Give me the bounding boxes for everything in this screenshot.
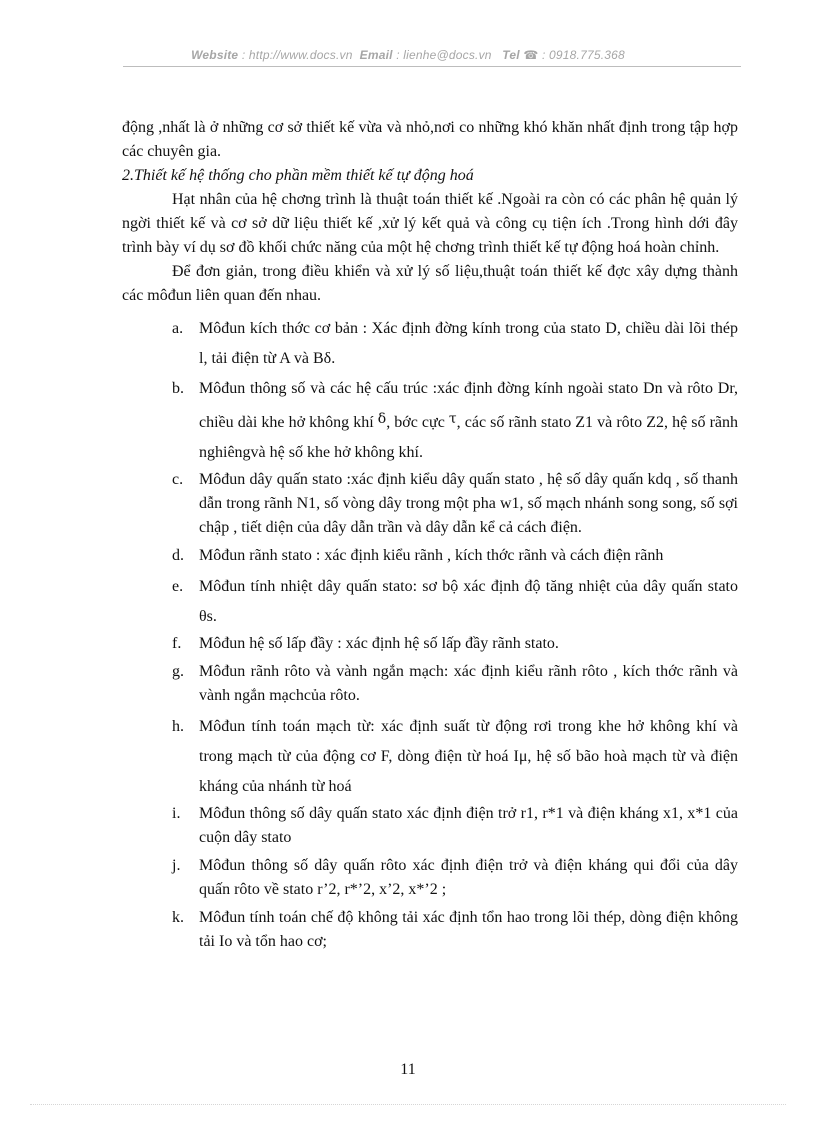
- list-item: [122, 314, 738, 374]
- list-marker: b.: [172, 380, 184, 397]
- list-item-text: , bớc cực: [386, 414, 449, 431]
- list-marker: k.: [172, 909, 184, 926]
- list-marker: j.: [172, 857, 181, 874]
- tau-symbol: τ: [448, 411, 457, 427]
- list-marker: g.: [172, 663, 184, 680]
- list-marker: c.: [172, 471, 184, 488]
- list-item: [122, 802, 738, 850]
- list-item-text: Môđun hệ số lấp đầy : xác định hệ số lấp đầy rãnh stato.: [199, 635, 559, 652]
- list-item: [122, 660, 738, 708]
- section-heading: 2.Thiết kế hệ thống cho phần mềm thiết kế tự động hoá: [122, 167, 474, 184]
- list-item-text: Môđun thông số dây quấn stato xác định điện trở r1, r*1 và điện kháng x1, x*1 của cuộn dây stato: [199, 805, 738, 846]
- module-list: [122, 314, 738, 954]
- page-header: [0, 48, 816, 62]
- list-marker: f.: [172, 635, 182, 652]
- intro-paragraph: động ,nhất là ở những cơ sở thiết kế vừa và nhỏ,nơi co những khó khăn nhất định trong tập hợp các chuyên gia.: [122, 119, 738, 160]
- list-item-text: Môđun thông số và các hệ cấu trúc :xác định đờng kính ngoài stato Dn và rôto Dr, chiều dài khe hở không khí: [199, 380, 738, 431]
- footer-divider: [30, 1104, 786, 1105]
- list-item: [122, 468, 738, 540]
- list-item: [122, 854, 738, 902]
- paragraph-1: Hạt nhân của hệ chơng trình là thuật toán thiết kế .Ngoài ra còn có các phân hệ quản lý ngời thiết kế và cơ sở dữ liệu thiết kế ,xử lý kết quả và công cụ tiện ích .Trong hình dới đây trình bày ví dụ sơ đồ khối chức năng của một hệ chơng trình thiết kế tự động hoá hoàn chỉnh.: [122, 191, 738, 256]
- tel-label: Tel: [502, 48, 520, 62]
- delta-symbol: δ: [377, 411, 387, 427]
- email-value: : lienhe@docs.vn: [396, 48, 492, 62]
- list-item-text: Môđun tính toán mạch từ: xác định suất từ động rơi trong khe hở không khí và trong mạch từ của động cơ F, dòng điện từ hoá Iμ, hệ số bão hoà mạch từ và điện kháng của nhánh từ hoá: [199, 718, 738, 795]
- document-body: [122, 116, 738, 958]
- list-item-text: Môđun kích thớc cơ bản : Xác định đờng kính trong của stato D, chiều dài lõi thép l, tải điện từ A và Bδ.: [199, 320, 738, 367]
- list-item-text: Môđun rãnh stato : xác định kiểu rãnh , kích thớc rãnh và cách điện rãnh: [199, 547, 664, 564]
- list-item: [122, 572, 738, 632]
- header-divider: [123, 66, 741, 67]
- list-item: [122, 632, 738, 656]
- list-item: [122, 544, 738, 568]
- website-value: : http://www.docs.vn: [241, 48, 353, 62]
- list-item-text: Môđun tính toán chế độ không tải xác định tổn hao trong lõi thép, dòng điện không tải Io và tổn hao cơ;: [199, 909, 738, 950]
- website-label: Website: [191, 48, 239, 62]
- list-marker: e.: [172, 578, 184, 595]
- list-item: [122, 374, 738, 468]
- list-marker: i.: [172, 805, 181, 822]
- list-item-text: , các số rãnh stato Z1 và rôto Z2, hệ số rãnh nghiêngvà hệ số khe hở không khí.: [199, 414, 739, 461]
- list-item-text: Môđun thông số dây quấn rôto xác định điện trở và điện kháng qui đổi của dây quấn rôto về stato r’2, r*’2, x’2, x*’2 ;: [199, 857, 738, 898]
- list-item: [122, 906, 738, 954]
- email-label: Email: [359, 48, 393, 62]
- list-item-text: Môđun tính nhiệt dây quấn stato: sơ bộ xác định độ tăng nhiệt của dây quấn stato θs.: [199, 578, 738, 625]
- list-item-text: Môđun dây quấn stato :xác định kiểu dây quấn stato , hệ số dây quấn kdq , số thanh dẫn trong rãnh N1, số vòng dây trong một pha w1, số mạch nhánh song song, số sợi chập , tiết diện của dây dẫn trần và dây dẫn kể cả cách điện.: [199, 471, 738, 536]
- paragraph-2: Để đơn giản, trong điều khiển và xử lý số liệu,thuật toán thiết kế đợc xây dựng thành các môđun liên quan đến nhau.: [122, 263, 738, 304]
- tel-value: ☎ : 0918.775.368: [523, 48, 625, 62]
- page-number: 11: [400, 1061, 416, 1078]
- list-marker: d.: [172, 547, 184, 564]
- list-marker: a.: [172, 320, 184, 337]
- list-marker: h.: [172, 718, 184, 735]
- list-item-text: Môđun rãnh rôto và vành ngắn mạch: xác định kiểu rãnh rôto , kích thớc rãnh và vành ngắn mạchcủa rôto.: [199, 663, 738, 704]
- list-item: [122, 712, 738, 802]
